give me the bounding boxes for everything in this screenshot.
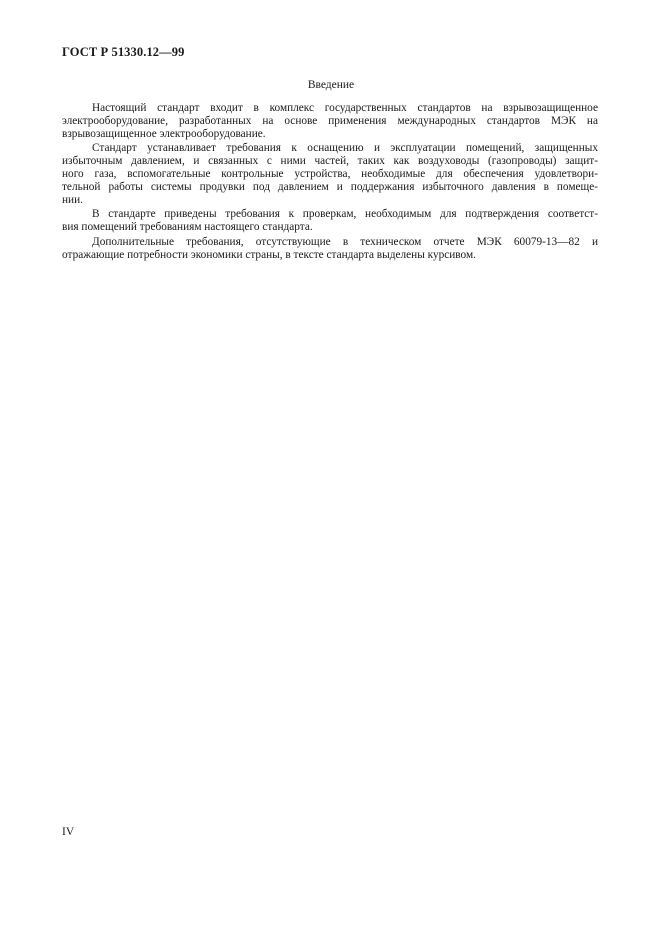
paragraph-2 xyxy=(62,142,598,206)
paragraph-4 xyxy=(62,236,598,262)
paragraph-line: тельной работы системы продувки под давлением и поддержания избыточного давления в помеще- xyxy=(62,180,598,193)
paragraph-line: взрывозащищенное электрооборудование. xyxy=(62,127,266,140)
paragraph-line: вия помещений требованиям настоящего стандарта. xyxy=(62,221,313,234)
paragraph-line: Дополнительные требования, отсутствующие в техническом отчете МЭК 60079-13—82 и xyxy=(92,235,598,248)
paragraph-line: нии. xyxy=(62,193,83,206)
document-code: ГОСТ Р 51330.12—99 xyxy=(62,45,185,59)
paragraph-line: ного газа, вспомогательные контрольные устройства, необходимые для обеспечения удовлетвори- xyxy=(62,167,598,180)
paragraph-line: отражающие потребности экономики страны, в тексте стандарта выделены курсивом. xyxy=(62,248,476,261)
section-title: Введение xyxy=(307,79,355,91)
paragraph-1 xyxy=(62,102,598,140)
paragraph-line: Настоящий стандарт входит в комплекс государственных стандартов на взрывозащищенное xyxy=(92,102,598,114)
paragraph-line: В стандарте приведены требования к проверкам, необходимым для подтверждения соответст- xyxy=(92,208,598,221)
introduction-body xyxy=(62,102,598,264)
paragraph-line: избыточным давлением, и связанных с ними частей, таких как воздуховоды (газопроводы) защит- xyxy=(62,155,598,168)
paragraph-line: электрооборудование, разработанных на основе применения международных стандартов МЭК на xyxy=(62,114,598,127)
paragraph-3 xyxy=(62,208,598,234)
paragraph-line: Стандарт устанавливает требования к оснащению и эксплуатации помещений, защищенных xyxy=(92,142,598,155)
page-number: IV xyxy=(62,826,75,838)
